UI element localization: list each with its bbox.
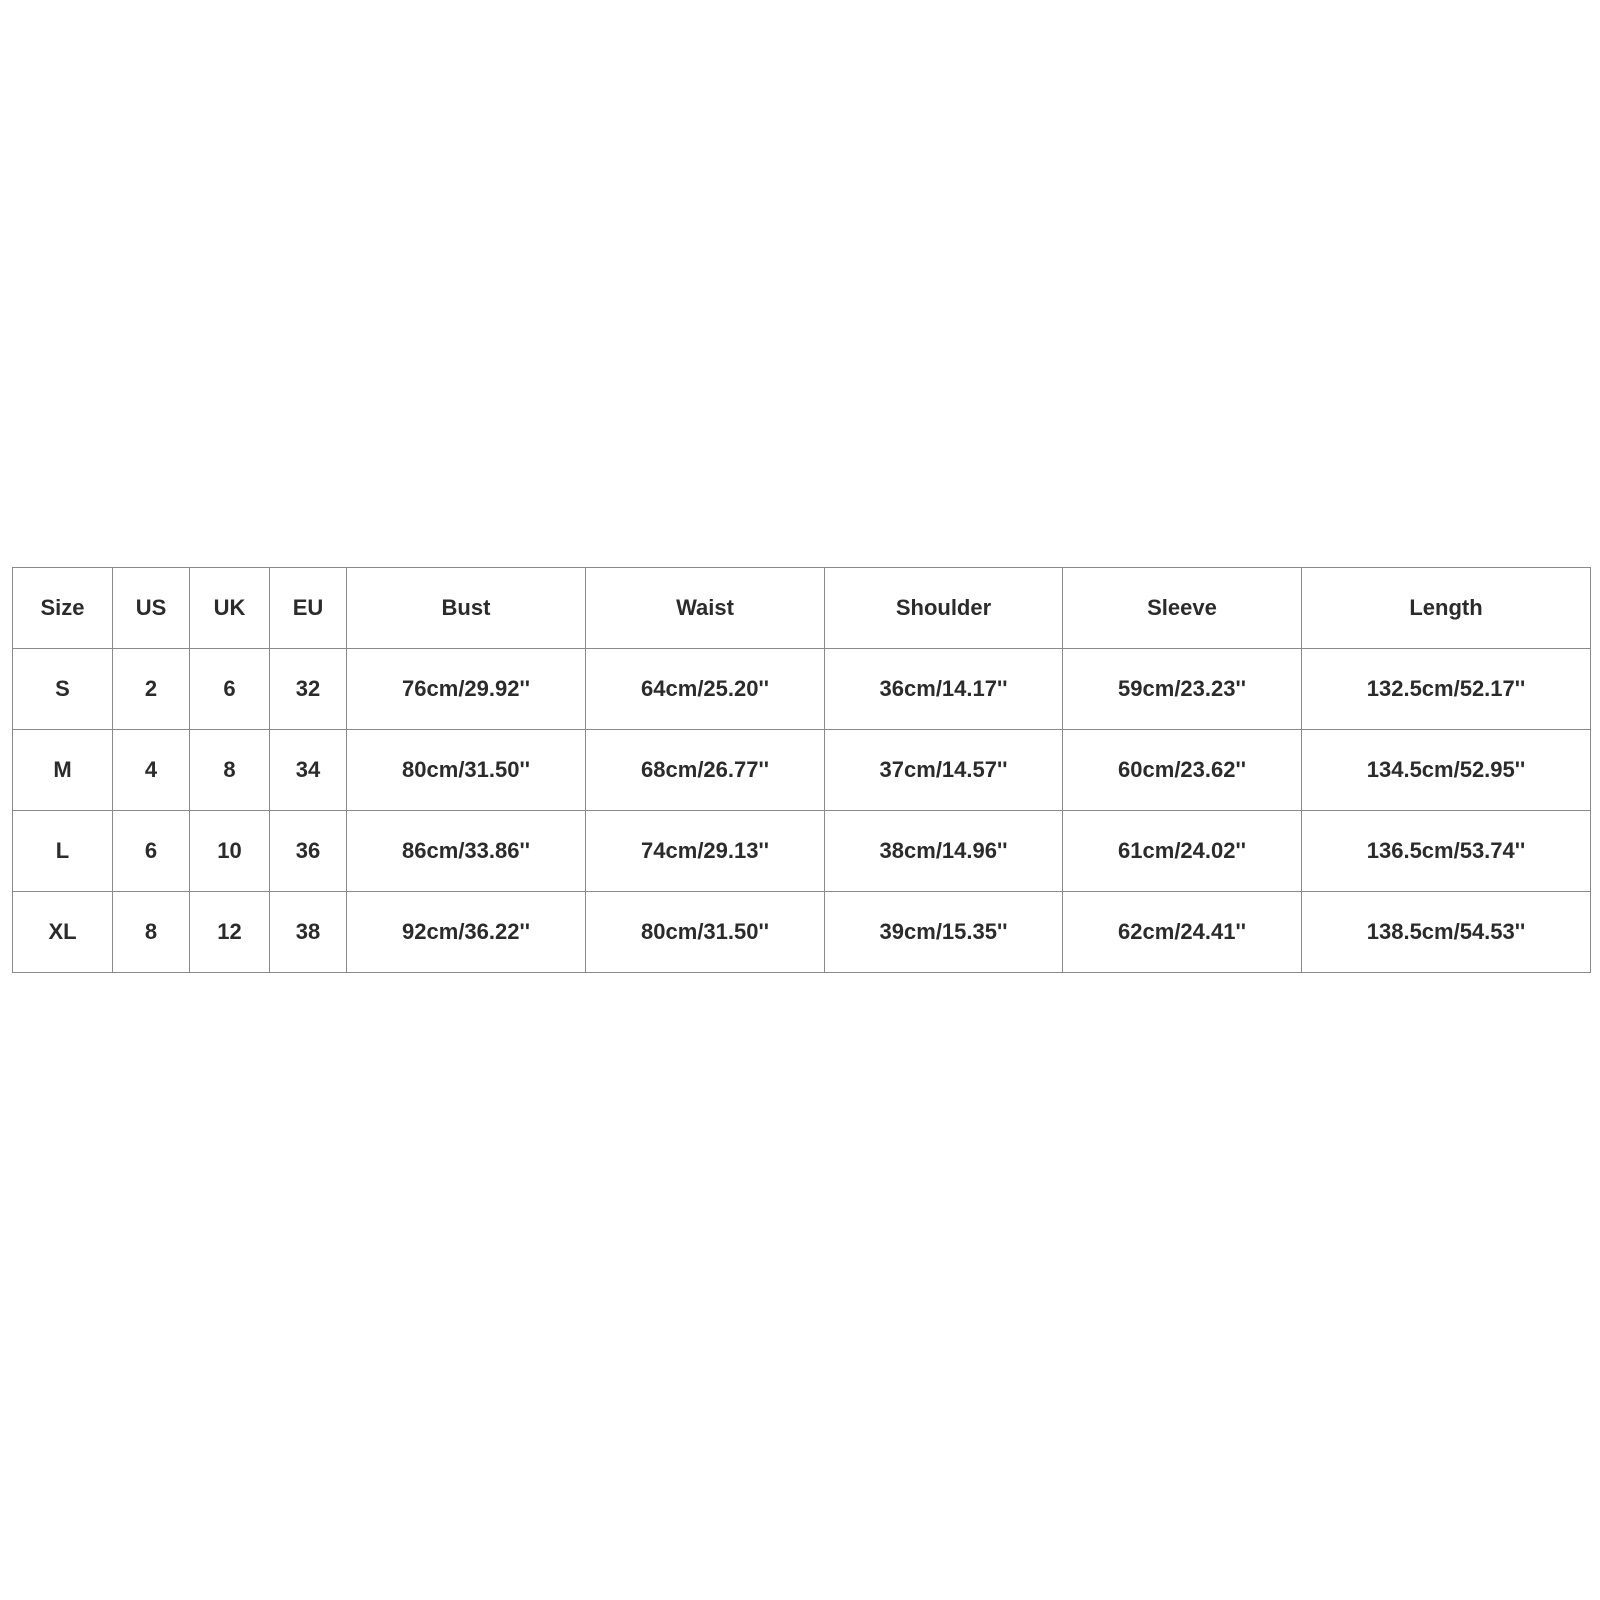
cell-shoulder: 36cm/14.17'' (825, 649, 1063, 730)
header-eu: EU (270, 568, 347, 649)
cell-us: 6 (113, 811, 190, 892)
cell-size: S (13, 649, 113, 730)
size-chart-body (13, 649, 1591, 973)
cell-us: 8 (113, 892, 190, 973)
cell-size: M (13, 730, 113, 811)
cell-length: 132.5cm/52.17'' (1302, 649, 1591, 730)
header-length: Length (1302, 568, 1591, 649)
cell-uk: 6 (190, 649, 270, 730)
cell-waist: 80cm/31.50'' (586, 892, 825, 973)
size-chart-table (12, 567, 1591, 973)
cell-sleeve: 62cm/24.41'' (1063, 892, 1302, 973)
cell-bust: 76cm/29.92'' (347, 649, 586, 730)
cell-shoulder: 39cm/15.35'' (825, 892, 1063, 973)
cell-sleeve: 61cm/24.02'' (1063, 811, 1302, 892)
cell-eu: 38 (270, 892, 347, 973)
cell-length: 134.5cm/52.95'' (1302, 730, 1591, 811)
size-chart-header (13, 568, 1591, 649)
cell-sleeve: 59cm/23.23'' (1063, 649, 1302, 730)
header-size: Size (13, 568, 113, 649)
cell-uk: 8 (190, 730, 270, 811)
cell-bust: 92cm/36.22'' (347, 892, 586, 973)
cell-bust: 80cm/31.50'' (347, 730, 586, 811)
header-us: US (113, 568, 190, 649)
cell-uk: 10 (190, 811, 270, 892)
cell-us: 4 (113, 730, 190, 811)
cell-shoulder: 38cm/14.96'' (825, 811, 1063, 892)
cell-length: 138.5cm/54.53'' (1302, 892, 1591, 973)
header-shoulder: Shoulder (825, 568, 1063, 649)
table-row (13, 730, 1591, 811)
header-waist: Waist (586, 568, 825, 649)
cell-shoulder: 37cm/14.57'' (825, 730, 1063, 811)
cell-waist: 74cm/29.13'' (586, 811, 825, 892)
cell-bust: 86cm/33.86'' (347, 811, 586, 892)
cell-size: XL (13, 892, 113, 973)
cell-us: 2 (113, 649, 190, 730)
cell-sleeve: 60cm/23.62'' (1063, 730, 1302, 811)
table-row (13, 892, 1591, 973)
cell-eu: 36 (270, 811, 347, 892)
cell-uk: 12 (190, 892, 270, 973)
cell-eu: 34 (270, 730, 347, 811)
table-row (13, 811, 1591, 892)
header-row (13, 568, 1591, 649)
cell-waist: 68cm/26.77'' (586, 730, 825, 811)
header-sleeve: Sleeve (1063, 568, 1302, 649)
cell-eu: 32 (270, 649, 347, 730)
cell-length: 136.5cm/53.74'' (1302, 811, 1591, 892)
cell-size: L (13, 811, 113, 892)
table-row (13, 649, 1591, 730)
header-bust: Bust (347, 568, 586, 649)
header-uk: UK (190, 568, 270, 649)
cell-waist: 64cm/25.20'' (586, 649, 825, 730)
